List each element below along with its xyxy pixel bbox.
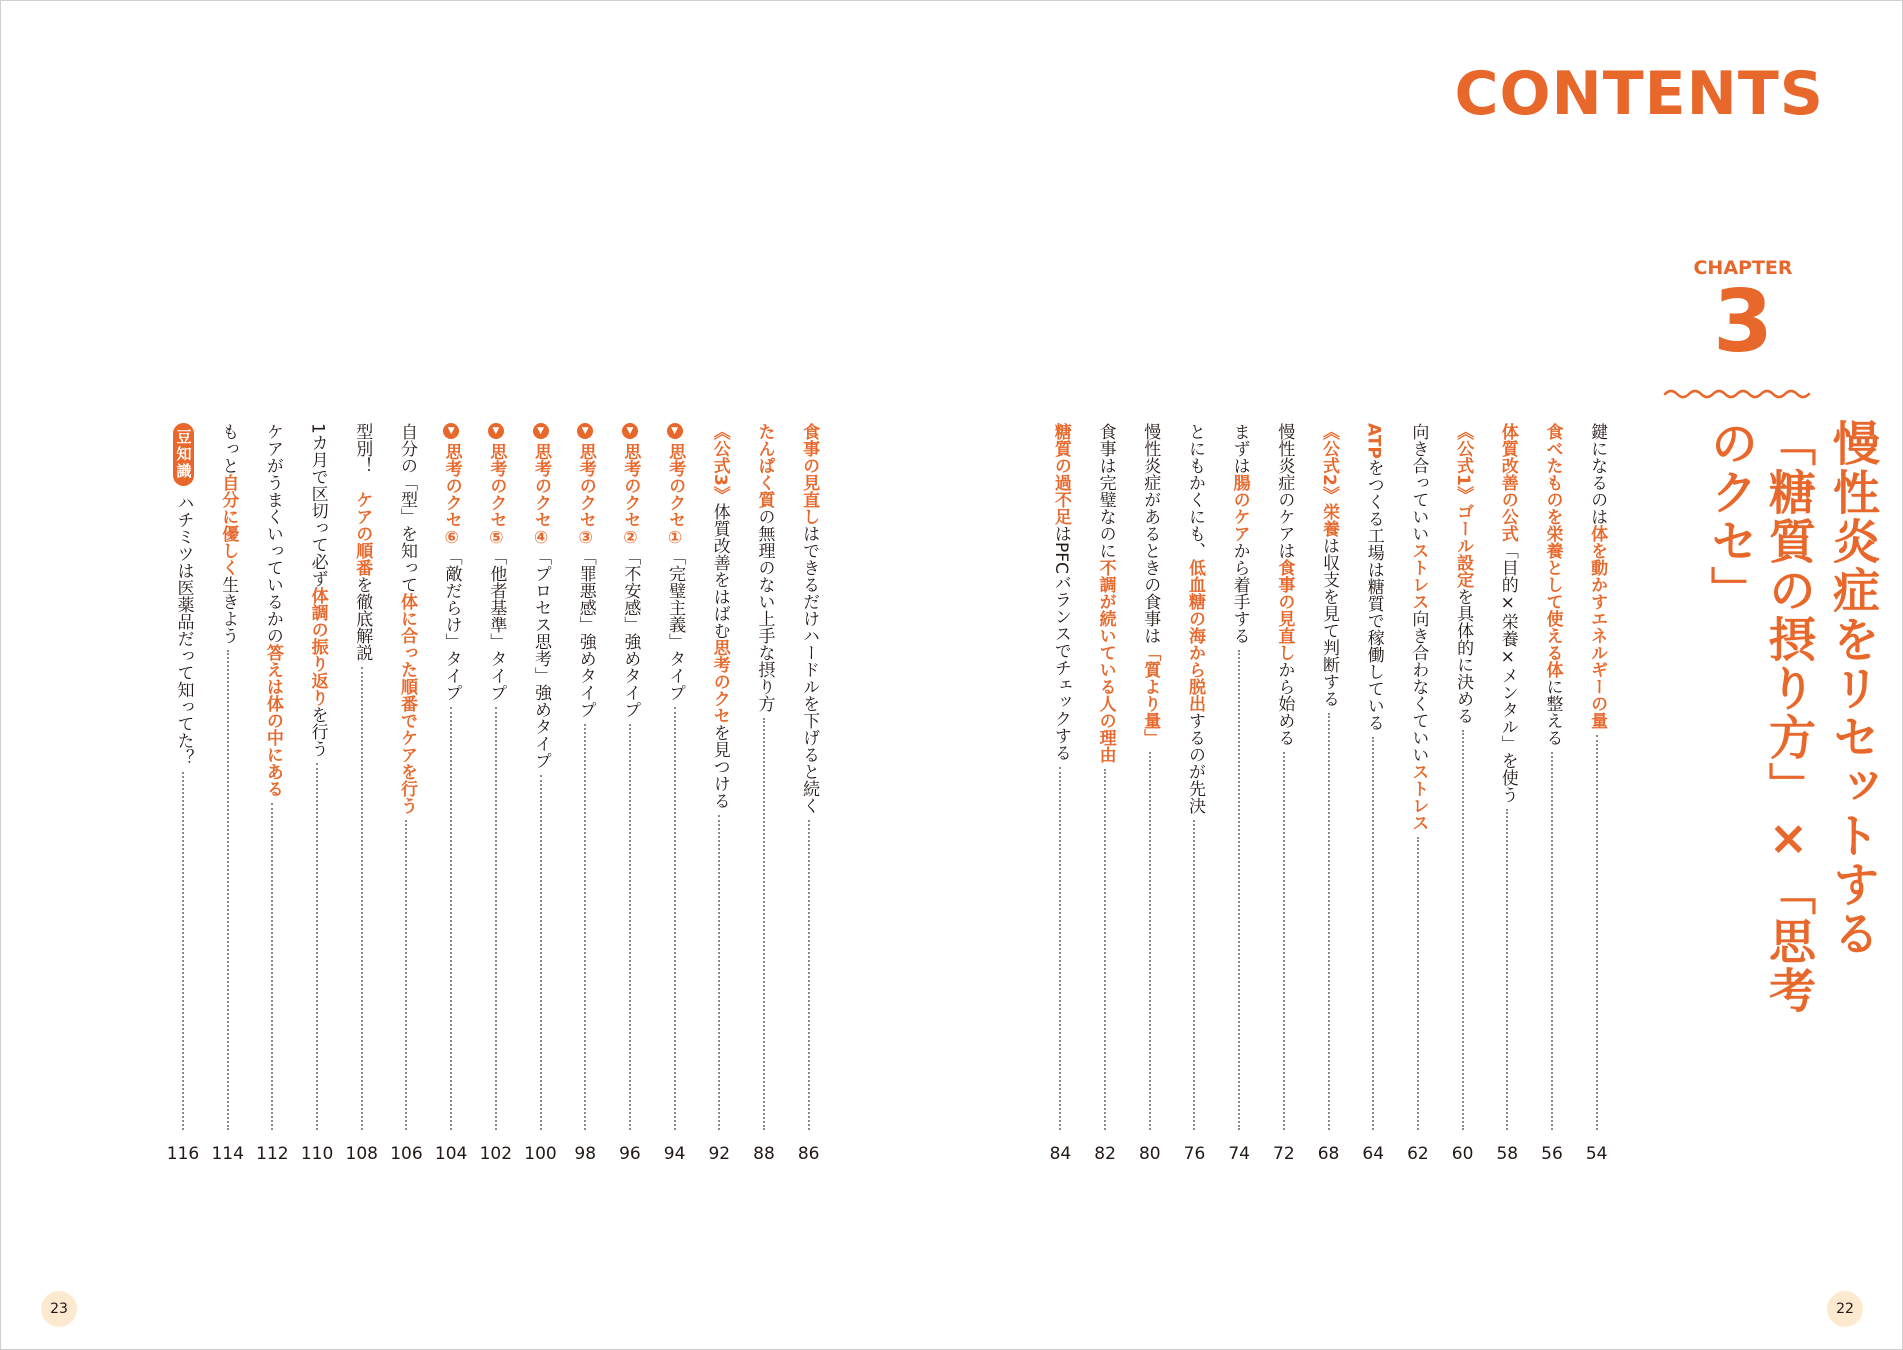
dot-leader bbox=[584, 724, 586, 1130]
dot-leader bbox=[718, 815, 720, 1130]
toc-page-number: 54 bbox=[1585, 1144, 1608, 1164]
toc-entry[interactable] bbox=[1440, 423, 1485, 1163]
toc-entry-title bbox=[711, 423, 728, 809]
triangle-marker-icon: ▼ bbox=[533, 423, 549, 439]
toc-page-number: 96 bbox=[619, 1144, 641, 1164]
toc-entry-title bbox=[352, 423, 373, 661]
dot-leader bbox=[227, 650, 229, 1130]
toc-entry[interactable] bbox=[563, 423, 608, 1163]
emphasis-text: 思考のクセ⑤ bbox=[486, 443, 507, 548]
toc-page-number: 116 bbox=[166, 1144, 200, 1164]
emphasis-text: 体を動かすエネルギーの量 bbox=[1587, 525, 1608, 729]
toc-entry-title bbox=[531, 443, 552, 769]
body-text: 「目的×栄養×メンタル」を使う bbox=[1497, 542, 1518, 803]
dot-leader bbox=[1238, 650, 1240, 1130]
toc-page-number: 106 bbox=[390, 1144, 423, 1164]
toc-entry[interactable] bbox=[1262, 423, 1307, 1163]
trivia-badge: 豆知識 bbox=[173, 423, 194, 486]
toc-entry[interactable] bbox=[1530, 423, 1575, 1163]
body-text: を行う bbox=[307, 705, 328, 757]
toc-entry[interactable] bbox=[608, 423, 653, 1163]
dot-leader bbox=[1462, 730, 1464, 1130]
toc-entry[interactable] bbox=[786, 423, 831, 1163]
body-text: 1カ月で区切って必ず bbox=[307, 423, 328, 587]
dot-leader bbox=[808, 820, 810, 1130]
dot-leader bbox=[1328, 713, 1330, 1130]
toc-entry[interactable] bbox=[1396, 423, 1441, 1163]
body-text: 「他者基準」タイプ bbox=[486, 548, 507, 701]
emphasis-text: 食べたものを栄養として使える体 bbox=[1542, 423, 1563, 678]
body-text: まずは bbox=[1229, 423, 1250, 474]
body-text: 体質改善をはばむ bbox=[709, 502, 730, 639]
emphasis-text: 「質より量」 bbox=[1140, 644, 1161, 746]
emphasis-text: 思考のクセ⑥ bbox=[441, 443, 462, 548]
toc-entry[interactable] bbox=[1217, 423, 1262, 1163]
toc-page-number: 84 bbox=[1049, 1144, 1072, 1164]
body-text: 鍵になるのは bbox=[1587, 423, 1608, 525]
toc-page-number: 100 bbox=[524, 1144, 557, 1164]
toc-entry[interactable] bbox=[295, 423, 340, 1163]
emphasis-text: 体質改善の公式 bbox=[1497, 423, 1518, 542]
body-text: ケアがうまくいっているかの bbox=[262, 423, 283, 644]
emphasis-text: 糖質の過不足 bbox=[1050, 423, 1071, 525]
toc-entry-title bbox=[398, 423, 415, 814]
toc-entry[interactable] bbox=[161, 423, 206, 1163]
body-text: 「罪悪感」強めタイプ bbox=[575, 548, 596, 718]
toc-page-number: 82 bbox=[1094, 1144, 1116, 1164]
toc-page-number: 88 bbox=[753, 1144, 775, 1164]
toc-entry[interactable] bbox=[1485, 423, 1530, 1163]
emphasis-text: 《公式3》 bbox=[709, 423, 730, 503]
toc-entry-title bbox=[264, 423, 281, 797]
dot-leader bbox=[674, 707, 676, 1130]
emphasis-text: 不調が続いている人の理由 bbox=[1095, 559, 1116, 763]
body-text: から着手する bbox=[1229, 542, 1250, 644]
body-text: 向き合っていい bbox=[1408, 423, 1429, 542]
toc-entry[interactable] bbox=[697, 423, 742, 1163]
emphasis-text: 食事の見直し bbox=[799, 423, 820, 525]
toc-page-number: 98 bbox=[574, 1144, 597, 1164]
toc-entry-title bbox=[1319, 423, 1340, 707]
emphasis-text: 思考のクセ③ bbox=[575, 443, 596, 548]
toc-page-number: 86 bbox=[797, 1144, 820, 1164]
chapter-label: CHAPTER bbox=[1693, 257, 1793, 279]
toc-entry-title bbox=[1052, 423, 1069, 761]
body-text: をつくる工場は糖質で稼働している bbox=[1363, 458, 1384, 731]
emphasis-text: 思考のクセ① bbox=[665, 443, 686, 548]
body-text: 「完璧主義」タイプ bbox=[665, 548, 686, 701]
dot-leader bbox=[1104, 769, 1106, 1130]
body-text: とにもかくにも、 bbox=[1184, 423, 1205, 559]
toc-entry[interactable] bbox=[1351, 423, 1396, 1163]
toc-entry[interactable] bbox=[205, 423, 250, 1163]
dot-leader bbox=[495, 707, 497, 1130]
body-text: を徹底解説 bbox=[352, 576, 373, 661]
triangle-marker-icon: ▼ bbox=[488, 423, 504, 439]
toc-entry[interactable] bbox=[1574, 423, 1619, 1163]
body-text: の無理のない上手な摂り方 bbox=[754, 508, 775, 712]
toc-page-number: 110 bbox=[300, 1144, 334, 1164]
toc-entry-title bbox=[1453, 423, 1474, 724]
toc-list-right bbox=[1049, 423, 1619, 1164]
emphasis-text: ATP bbox=[1363, 423, 1384, 459]
dot-leader bbox=[405, 820, 407, 1130]
dot-leader bbox=[182, 772, 184, 1130]
toc-page-number: 60 bbox=[1451, 1144, 1474, 1164]
toc-entry-title bbox=[577, 443, 594, 718]
dot-leader bbox=[316, 763, 318, 1130]
dot-leader bbox=[1372, 737, 1374, 1130]
emphasis-text: たんぱく質 bbox=[754, 423, 775, 508]
body-text: を見つける bbox=[709, 723, 730, 809]
toc-entry-title bbox=[1274, 423, 1295, 746]
toc-entry-title bbox=[1140, 423, 1161, 746]
toc-entry-title bbox=[443, 443, 460, 701]
toc-entry[interactable] bbox=[742, 423, 787, 1163]
dot-leader bbox=[629, 724, 631, 1130]
body-text: 慢性炎症があるときの食事は bbox=[1140, 423, 1161, 644]
toc-entry-title bbox=[665, 443, 686, 701]
toc-entry-title bbox=[1186, 423, 1203, 814]
body-text: 「プロセス思考」強めタイプ bbox=[531, 548, 552, 769]
toc-entry-title bbox=[620, 443, 641, 718]
toc-entry[interactable] bbox=[339, 423, 384, 1163]
dot-leader bbox=[763, 718, 765, 1130]
dot-leader bbox=[1417, 837, 1419, 1130]
dot-leader bbox=[540, 775, 542, 1130]
emphasis-text: ケアの順番 bbox=[352, 491, 373, 576]
body-text: もっと bbox=[218, 423, 239, 474]
toc-page-number: 102 bbox=[479, 1144, 513, 1164]
toc-entry-title bbox=[175, 494, 192, 766]
toc-page-number: 56 bbox=[1541, 1144, 1563, 1164]
dot-leader bbox=[1596, 735, 1598, 1130]
body-text: 向き合わなくていい bbox=[1408, 610, 1429, 763]
toc-entry-title bbox=[1231, 423, 1248, 644]
toc-page-number: 114 bbox=[211, 1144, 244, 1164]
body-text: は収支を見て判断する bbox=[1319, 536, 1340, 707]
emphasis-text: 体調の振り返り bbox=[307, 586, 328, 706]
toc-page-number: 74 bbox=[1228, 1144, 1250, 1164]
chapter-title bbox=[1701, 419, 1881, 1059]
body-text: 慢性炎症のケアは bbox=[1274, 423, 1295, 559]
toc-entry-title bbox=[1408, 423, 1429, 831]
body-text: 食事は完璧なのに bbox=[1095, 423, 1116, 559]
toc-entry[interactable] bbox=[518, 423, 563, 1163]
emphasis-text: 思考のクセ④ bbox=[531, 443, 552, 548]
dot-leader bbox=[1193, 820, 1195, 1130]
triangle-marker-icon: ▼ bbox=[443, 423, 459, 439]
toc-entry[interactable] bbox=[1038, 423, 1083, 1163]
emphasis-text: 答えは体の中にある bbox=[262, 644, 283, 797]
toc-page-number: 62 bbox=[1407, 1144, 1429, 1164]
body-text: 型別！ bbox=[352, 423, 373, 491]
toc-entry[interactable] bbox=[384, 423, 429, 1163]
dot-leader bbox=[450, 707, 452, 1130]
chapter-number: 3 bbox=[1713, 272, 1773, 372]
dot-leader bbox=[1551, 752, 1553, 1130]
toc-entry[interactable] bbox=[1306, 423, 1351, 1163]
triangle-marker-icon: ▼ bbox=[577, 423, 593, 439]
toc-page-number: 72 bbox=[1273, 1144, 1295, 1164]
body-text: はPFCバランスでチェックする bbox=[1050, 525, 1071, 761]
dot-leader bbox=[1149, 752, 1151, 1130]
toc-entry-title bbox=[1587, 423, 1608, 729]
dot-leader bbox=[271, 803, 273, 1130]
toc-entry[interactable] bbox=[1083, 423, 1128, 1163]
toc-page-number: 104 bbox=[434, 1144, 468, 1164]
dot-leader bbox=[1506, 809, 1508, 1130]
body-text: ハチミツは医薬品だって知ってた？ bbox=[173, 494, 194, 766]
toc-entry-title bbox=[754, 423, 775, 712]
page-number-right: 22 bbox=[1827, 1291, 1863, 1327]
toc-entry[interactable] bbox=[250, 423, 295, 1163]
page-number-left: 23 bbox=[41, 1291, 77, 1327]
emphasis-text: 《公式2》栄養 bbox=[1319, 423, 1340, 537]
contents-heading: CONTENTS bbox=[1454, 59, 1824, 129]
toc-entry[interactable] bbox=[1172, 423, 1217, 1163]
dot-leader bbox=[361, 667, 363, 1130]
emphasis-text: 《公式1》ゴール設定 bbox=[1453, 423, 1474, 588]
triangle-marker-icon: ▼ bbox=[622, 423, 638, 439]
emphasis-text: 体に合った順番でケアを行う bbox=[396, 593, 417, 814]
toc-page-number: 64 bbox=[1362, 1144, 1385, 1164]
toc-entry-title bbox=[486, 443, 507, 701]
emphasis-text: 自分に優しく bbox=[218, 474, 239, 576]
emphasis-text: ストレス bbox=[1408, 763, 1429, 831]
emphasis-text: 腸のケア bbox=[1229, 474, 1250, 542]
toc-page-number: 108 bbox=[345, 1144, 378, 1164]
toc-page-number: 92 bbox=[708, 1144, 731, 1164]
toc-entry-title bbox=[218, 423, 239, 644]
dot-leader bbox=[1283, 752, 1285, 1130]
chapter-title-line-1: 慢性炎症をリセットする bbox=[1825, 419, 1880, 958]
body-text: はできるだけハードルを下げると続く bbox=[799, 525, 820, 814]
toc-entry[interactable] bbox=[652, 423, 697, 1163]
toc-page-number: 94 bbox=[663, 1144, 686, 1164]
toc-page-number: 76 bbox=[1183, 1144, 1206, 1164]
toc-page-number: 112 bbox=[256, 1144, 289, 1164]
emphasis-text: 思考のクセ bbox=[709, 638, 730, 724]
triangle-marker-icon: ▼ bbox=[667, 423, 683, 439]
emphasis-text: 思考のクセ② bbox=[620, 443, 641, 548]
body-text: から始める bbox=[1274, 661, 1295, 746]
toc-entry[interactable] bbox=[1127, 423, 1172, 1163]
toc-page-number: 68 bbox=[1317, 1144, 1340, 1164]
body-text: 生きよう bbox=[218, 576, 239, 644]
body-text: 自分の「型」を知って bbox=[396, 423, 417, 593]
toc-entry[interactable] bbox=[429, 423, 474, 1163]
body-text: を具体的に決める bbox=[1453, 587, 1474, 724]
emphasis-text: 食事の見直し bbox=[1274, 559, 1295, 661]
wave-divider bbox=[1663, 387, 1813, 401]
toc-entry-title bbox=[799, 423, 820, 814]
body-text: 「不安感」強めタイプ bbox=[620, 548, 641, 718]
dot-leader bbox=[1059, 767, 1061, 1130]
toc-entry-title bbox=[1542, 423, 1563, 746]
chapter-title-line-2: 「糖質の摂り方」×「思考のクセ」 bbox=[1703, 419, 1816, 1015]
toc-list-left bbox=[141, 423, 831, 1163]
toc-entry-title bbox=[1365, 423, 1382, 731]
body-text: するのが先決 bbox=[1184, 712, 1205, 814]
toc-entry[interactable] bbox=[474, 423, 519, 1163]
toc-entry-title bbox=[309, 423, 326, 757]
toc-entry-title bbox=[1097, 423, 1114, 763]
toc-entry-title bbox=[1499, 423, 1516, 803]
emphasis-text: 低血糖の海から脱出 bbox=[1184, 559, 1205, 712]
body-text: に整える bbox=[1542, 678, 1563, 746]
body-text: 「敵だらけ」タイプ bbox=[441, 548, 462, 701]
emphasis-text: ストレス bbox=[1408, 542, 1429, 610]
toc-page-number: 58 bbox=[1496, 1144, 1519, 1164]
toc-page-number: 80 bbox=[1138, 1144, 1161, 1164]
